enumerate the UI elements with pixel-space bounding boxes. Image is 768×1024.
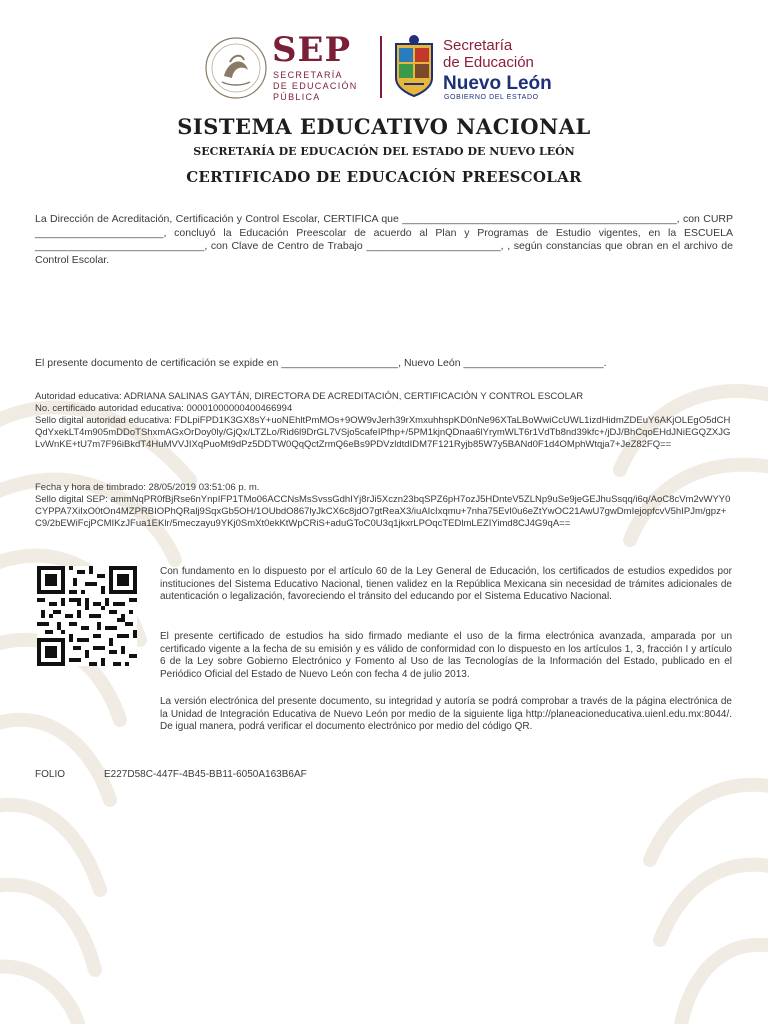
authority-digital-seal: Sello digital autoridad educativa: FDLpiFPD1K3GX8sY+uoNEhltPmMOs+9OW9vJerh39rXmxuhhspKD0nNe96XTaLBoWwiCcUWL1izdHidmZDEuY6AKjOLEgO5dCHQdYxekLT4m905mDDoTShxmAGxOrDoy0ly/GjQx/LTZLo/Rid6l9DrGL7VSjo5cafeIPfhp+/5PM1kjnQDnaa6lYrymWLT6r1VdTb8nd39kfc+/jDJ/BhCqoEHdJNiEGQZXJGLvWnKE+tU7m7F96iBkdT4HuMVVJIXqPuoMt9dPz5DDTW0QqQctZrmQ6eBs9PDVzldtdIDM7F121Ryjb85W7y5BANd0F1d4OMphWtqja7+JeZ82FQ== xyxy=(35,415,731,450)
nl-logo-name: Nuevo León xyxy=(443,73,552,94)
issuance-line: El presente documento de certificación se expide en ____________________, Nuevo León ________________________. xyxy=(35,357,607,369)
timbrado-block xyxy=(35,482,733,530)
certification-paragraph: La Dirección de Acreditación, Certificación y Control Escolar, CERTIFICA que _______________________________________________, con CURP ______________________, concluyó la Educación Preescolar de acuerdo al Plan y Programas de Estudio vigentes, en la ESCUELA _____________________________, con Clave de Centro de Trabajo _______________________, , según constancias que obran en el archivo de Control Escolar. xyxy=(35,213,733,266)
authority-name: Autoridad educativa: ADRIANA SALINAS GAYTÁN, DIRECTORA DE ACREDITACIÓN, CERTIFICACIÓN Y CONTROL ESCOLAR xyxy=(35,391,584,402)
legal-paragraph-validity: Con fundamento en lo dispuesto por el artículo 60 de la Ley General de Educación, los certificados de estudios expedidos por instituciones del Sistema Educativo Nacional, tienen validez en la República Mexicana sin necesidad de trámites adicionales de autenticación o legalización, favoreciendo el tránsito del educando por el Sistema Educativo Nacional. xyxy=(160,566,732,602)
nl-logo-line2: de Educación xyxy=(443,54,534,71)
legal-paragraph-verification: La versión electrónica del presente documento, su integridad y autoría se podrá comprobar a través de la página electrónica de la Unidad de Integración Educativa de Nuevo León por medio de la siguiente liga http://planeacioneducativa.uienl.edu.mx:8044/. De igual manera, podrá verificar el documento electrónico por medio del código QR. xyxy=(160,696,732,732)
authority-block xyxy=(35,391,733,451)
timbrado-date: Fecha y hora de timbrado: 28/05/2019 03:51:06 p. m. xyxy=(35,482,260,493)
qr-code xyxy=(37,566,137,666)
secretariat-subtitle: SECRETARÍA DE EDUCACIÓN DEL ESTADO DE NUEVO LEÓN xyxy=(193,145,575,158)
sep-logo-subtitle: SECRETARÍA DE EDUCACIÓN PÚBLICA xyxy=(273,70,358,102)
nuevo-leon-shield-icon xyxy=(390,34,438,100)
sep-logo-text: SEP xyxy=(272,30,352,70)
mexico-coat-of-arms-seal xyxy=(204,36,268,100)
folio-label: FOLIO xyxy=(35,769,66,780)
nl-logo-line1: Secretaría xyxy=(443,37,513,54)
sep-digital-seal: Sello digital SEP: ammNqPR0fBjRse6nYnpIFP1TMo06ACCNsMsSvssGdhIYj8rJi5Xczn23bqSPZ6pH7ozJ5HDnteV5ZLNp9uSe9jeGEJhuSsqq/i6q/AoC8cVm2vWYY0CYPPA7XiIxO0tOn4MZPRBIOPhQRalj9SqxGb5OH/1OUbdO867lyJkCX6c8jdO7gtReaX3/iuAIcIxqmu+7nha75EvI0u6eZtYwOC21AwU7gwDmIejopfcvV5hIPJm/gpz+C9/2bEWiFcjPCMIKzJFua1EKlr/5meczayu9YKj0SmXt0ekKtWpCRiS+aduGToC0U3q1jkxrLPOqcTEDlmLEZIYimd8CJ4G9qA== xyxy=(35,494,731,529)
certificate-title: CERTIFICADO DE EDUCACIÓN PREESCOLAR xyxy=(186,168,582,186)
legal-paragraph-signature: El presente certificado de estudios ha sido firmado mediante el uso de la firma electrónica avanzada, amparada por un certificado vigente a la fecha de su emisión y es válido de conformidad con lo dispuesto en los artículos 1, 3, fracción I y artículo 6 de la Ley sobre Gobierno Electrónico y Fomento al Uso de las Tecnologías de la Información del Estado, publicado en el Periódico Oficial del Estado de Nuevo León con fecha 4 de julio 2013. xyxy=(160,631,732,680)
logo-divider xyxy=(380,36,382,98)
authority-cert-number: No. certificado autoridad educativa: 00001000000400466994 xyxy=(35,403,293,414)
main-title: SISTEMA EDUCATIVO NACIONAL xyxy=(177,114,591,139)
nl-logo-gobierno: GOBIERNO DEL ESTADO xyxy=(444,94,539,101)
folio-value: E227D58C-447F-4B45-BB11-6050A163B6AF xyxy=(104,769,307,780)
